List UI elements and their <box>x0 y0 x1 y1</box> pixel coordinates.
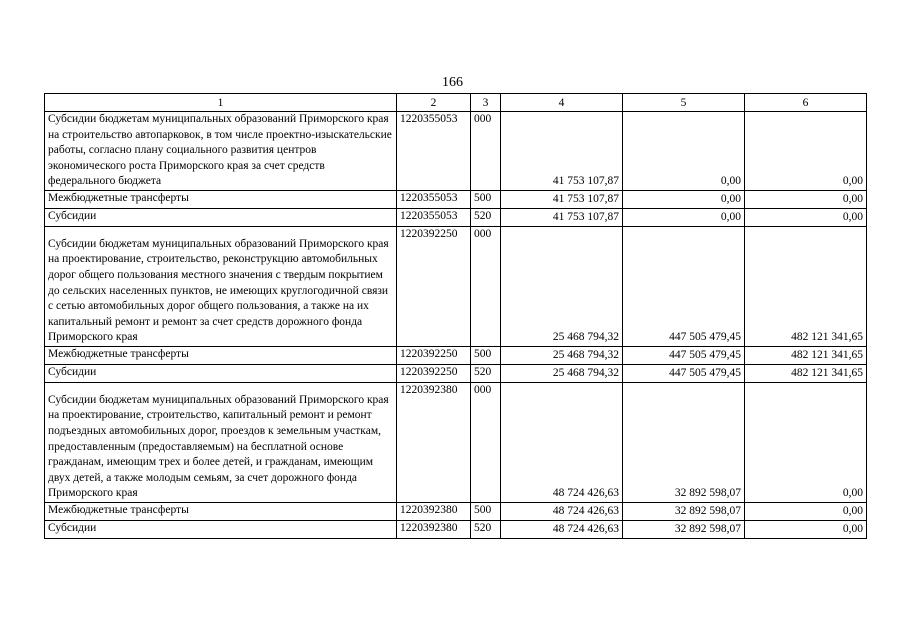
row-value-6: 482 121 341,65 <box>745 226 867 346</box>
row-value-4: 25 468 794,32 <box>501 346 623 364</box>
row-name: Субсидии бюджетам муниципальных образований Приморского края на строительство автопарковок, в том числе проектно-изыскательские работы, согласно плану социального развития центров экономического роста Приморского края за счет средств федерального бюджета <box>45 112 397 191</box>
row-code: 1220355053 <box>397 208 471 226</box>
row-name: Межбюджетные трансферты <box>45 346 397 364</box>
row-name: Субсидии <box>45 208 397 226</box>
row-kind: 520 <box>471 520 501 538</box>
row-value-6: 0,00 <box>745 502 867 520</box>
row-value-5: 447 505 479,45 <box>623 226 745 346</box>
header-cell: 4 <box>501 94 623 112</box>
row-code: 1220355053 <box>397 112 471 191</box>
table-row <box>45 226 867 346</box>
row-name: Субсидии <box>45 364 397 382</box>
header-cell: 3 <box>471 94 501 112</box>
row-value-4: 48 724 426,63 <box>501 382 623 502</box>
table-row <box>45 364 867 382</box>
row-code: 1220392250 <box>397 226 471 346</box>
row-value-5: 32 892 598,07 <box>623 502 745 520</box>
row-value-5: 0,00 <box>623 190 745 208</box>
row-value-4: 48 724 426,63 <box>501 502 623 520</box>
table-row <box>45 382 867 502</box>
header-cell: 6 <box>745 94 867 112</box>
row-value-5: 0,00 <box>623 112 745 191</box>
table-row <box>45 346 867 364</box>
row-kind: 000 <box>471 112 501 191</box>
row-code: 1220392380 <box>397 382 471 502</box>
row-kind: 520 <box>471 208 501 226</box>
row-value-4: 25 468 794,32 <box>501 226 623 346</box>
row-value-5: 447 505 479,45 <box>623 364 745 382</box>
header-cell: 5 <box>623 94 745 112</box>
budget-table <box>44 93 867 539</box>
row-kind: 520 <box>471 364 501 382</box>
table-row <box>45 502 867 520</box>
row-value-4: 41 753 107,87 <box>501 208 623 226</box>
table-row <box>45 208 867 226</box>
row-value-5: 32 892 598,07 <box>623 382 745 502</box>
row-kind: 500 <box>471 346 501 364</box>
row-value-5: 32 892 598,07 <box>623 520 745 538</box>
header-cell: 2 <box>397 94 471 112</box>
row-code: 1220392250 <box>397 364 471 382</box>
table-row <box>45 190 867 208</box>
row-value-4: 48 724 426,63 <box>501 520 623 538</box>
header-row <box>45 94 867 112</box>
row-name: Субсидии бюджетам муниципальных образований Приморского края на проектирование, строительство, капитальный ремонт и ремонт подъездных автомобильных дорог, проездов к земельным участкам, предоставленным (предоставляемым) на бесплатной основе гражданам, имеющим трех и более детей, и гражданам, имеющим двух детей, а также молодым семьям, за счет дорожного фонда Приморского края <box>45 382 397 502</box>
table-row <box>45 520 867 538</box>
row-value-5: 447 505 479,45 <box>623 346 745 364</box>
row-code: 1220392380 <box>397 502 471 520</box>
row-code: 1220355053 <box>397 190 471 208</box>
row-value-6: 0,00 <box>745 382 867 502</box>
row-name: Субсидии бюджетам муниципальных образований Приморского края на проектирование, строительство, реконструкцию автомобильных дорог общего пользования местного значения с твердым покрытием до сельских населенных пунктов, не имеющих круглогодичной связи с сетью автомобильных дорог общего пользования, а также на их капитальный ремонт и ремонт за счет средств дорожного фонда Приморского края <box>45 226 397 346</box>
row-kind: 500 <box>471 190 501 208</box>
row-value-4: 25 468 794,32 <box>501 364 623 382</box>
row-kind: 500 <box>471 502 501 520</box>
row-value-6: 482 121 341,65 <box>745 346 867 364</box>
row-code: 1220392250 <box>397 346 471 364</box>
table-row <box>45 112 867 191</box>
row-value-6: 482 121 341,65 <box>745 364 867 382</box>
row-name: Субсидии <box>45 520 397 538</box>
row-kind: 000 <box>471 226 501 346</box>
row-value-4: 41 753 107,87 <box>501 190 623 208</box>
header-cell: 1 <box>45 94 397 112</box>
row-value-6: 0,00 <box>745 112 867 191</box>
page-number: 166 <box>442 75 463 90</box>
row-value-6: 0,00 <box>745 208 867 226</box>
row-value-4: 41 753 107,87 <box>501 112 623 191</box>
row-code: 1220392380 <box>397 520 471 538</box>
row-kind: 000 <box>471 382 501 502</box>
row-value-5: 0,00 <box>623 208 745 226</box>
row-name: Межбюджетные трансферты <box>45 190 397 208</box>
row-value-6: 0,00 <box>745 520 867 538</box>
row-name: Межбюджетные трансферты <box>45 502 397 520</box>
row-value-6: 0,00 <box>745 190 867 208</box>
